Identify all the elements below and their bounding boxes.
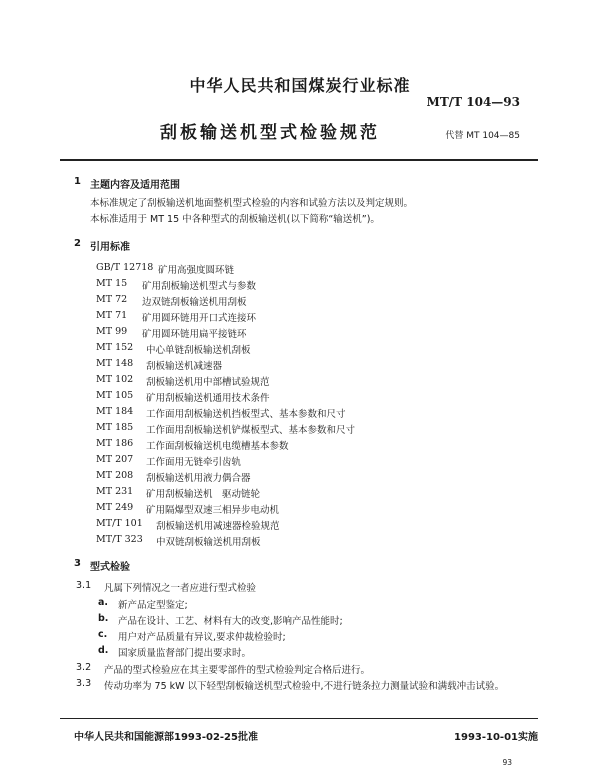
standard-name-item: 刮板输送机用减速器检验规范 [156,521,280,532]
list-item-text: 用户对产品质量有异议,要求仲裁检验时; [118,632,286,643]
standard-code-item: MT 71 [96,310,128,321]
section-3-title: 型式检验 [90,562,130,573]
clause-3-1-text: 凡属下列情况之一者应进行型式检验 [104,583,257,594]
list-item-letter: c. [98,629,108,640]
standard-code-item: MT/T 323 [96,534,143,545]
standard-code-item: MT 99 [96,326,128,337]
issuing-organization: 中华人民共和国煤炭行业标准 [189,76,411,95]
standard-code-item: MT 186 [96,438,134,449]
standard-code-item: MT 72 [96,294,128,305]
clause-3-2-text: 产品的型式检验应在其主要零部件的型式检验判定合格后进行。 [104,665,371,676]
standard-name-item: 刮板输送机用液力偶合器 [146,473,251,484]
standard-code-item: MT 208 [96,470,134,481]
standard-name-item: 矿用刮板输送机型式与参数 [142,281,257,292]
standard-code-item: MT 15 [96,278,128,289]
standard-name-item: 中双链刮板输送机用刮板 [156,537,261,548]
standard-name-item: 矿用高强度圆环链 [158,265,235,276]
section-3-number: 3 [74,558,81,569]
standard-name-item: 工作面刮板输送机电缆槽基本参数 [146,441,289,452]
footer-rule [60,718,538,719]
clause-3-1-number: 3.1 [76,580,92,591]
clause-3-3-number: 3.3 [76,678,92,689]
list-item-letter: a. [98,597,109,608]
standard-name-item: 边双链刮板输送机用刮板 [142,297,247,308]
list-item-text: 新产品定型鉴定; [118,600,188,611]
standard-name-item: 矿用圆环链用开口式连接环 [142,313,257,324]
standard-code-item: MT 105 [96,390,134,401]
standard-code-item: MT 102 [96,374,134,385]
standard-code: MT/T 104—93 [426,95,520,109]
section-2-number: 2 [74,238,81,249]
standard-name-item: 矿用隔爆型双速三相异步电动机 [146,505,280,516]
approval-line: 中华人民共和国能源部1993-02-25批准 [74,732,258,743]
section-1-para-1: 本标准规定了刮板输送机地面整机型式检验的内容和试验方法以及判定规则。 [90,198,414,209]
header-rule [60,159,538,161]
list-item-letter: d. [98,645,109,656]
standard-name-item: 工作面用刮板输送机挡板型式、基本参数和尺寸 [146,409,346,420]
standard-code-item: MT 148 [96,358,134,369]
standard-code-item: MT/T 101 [96,518,143,529]
standard-code-item: MT 185 [96,422,134,433]
page-number: 93 [502,758,512,767]
standard-name-item: 矿用圆环链用扁平接链环 [142,329,247,340]
clause-3-3-text: 传动功率为 75 kW 以下轻型刮板输送机型式检验中,不进行链条拉力测量试验和满载冲击试验。 [104,681,505,692]
standard-name-item: 刮板输送机用中部槽试验规范 [146,377,270,388]
standard-code-item: MT 207 [96,454,134,465]
section-1-number: 1 [74,176,81,187]
standard-code-item: MT 249 [96,502,134,513]
replaces-standard: 代替 MT 104—85 [445,131,520,141]
standard-name-item: 中心单链刮板输送机刮板 [146,345,251,356]
standard-code-item: MT 152 [96,342,134,353]
effective-date: 1993-10-01实施 [454,732,538,743]
standard-code-item: GB/T 12718 [96,262,154,273]
list-item-text: 产品在设计、工艺、材料有大的改变,影响产品性能时; [118,616,343,627]
section-1-title: 主题内容及适用范围 [90,180,180,191]
standard-name-item: 刮板输送机减速器 [146,361,223,372]
standard-name-item: 工作面用无链牵引齿轨 [146,457,242,468]
section-1-para-2: 本标准适用于 MT 15 中各种型式的刮板输送机(以下简称“输送机”)。 [90,214,380,225]
standard-name-item: 矿用刮板输送机 驱动链轮 [146,489,261,500]
standard-code-item: MT 184 [96,406,134,417]
document-title: 刮板输送机型式检验规范 [160,123,380,143]
standard-code-item: MT 231 [96,486,134,497]
list-item-letter: b. [98,613,109,624]
list-item-text: 国家质量监督部门提出要求时。 [118,648,252,659]
standard-name-item: 工作面用刮板输送机铲煤板型式、基本参数和尺寸 [146,425,356,436]
section-2-title: 引用标准 [90,242,130,253]
standard-name-item: 矿用刮板输送机通用技术条件 [146,393,270,404]
clause-3-2-number: 3.2 [76,662,92,673]
